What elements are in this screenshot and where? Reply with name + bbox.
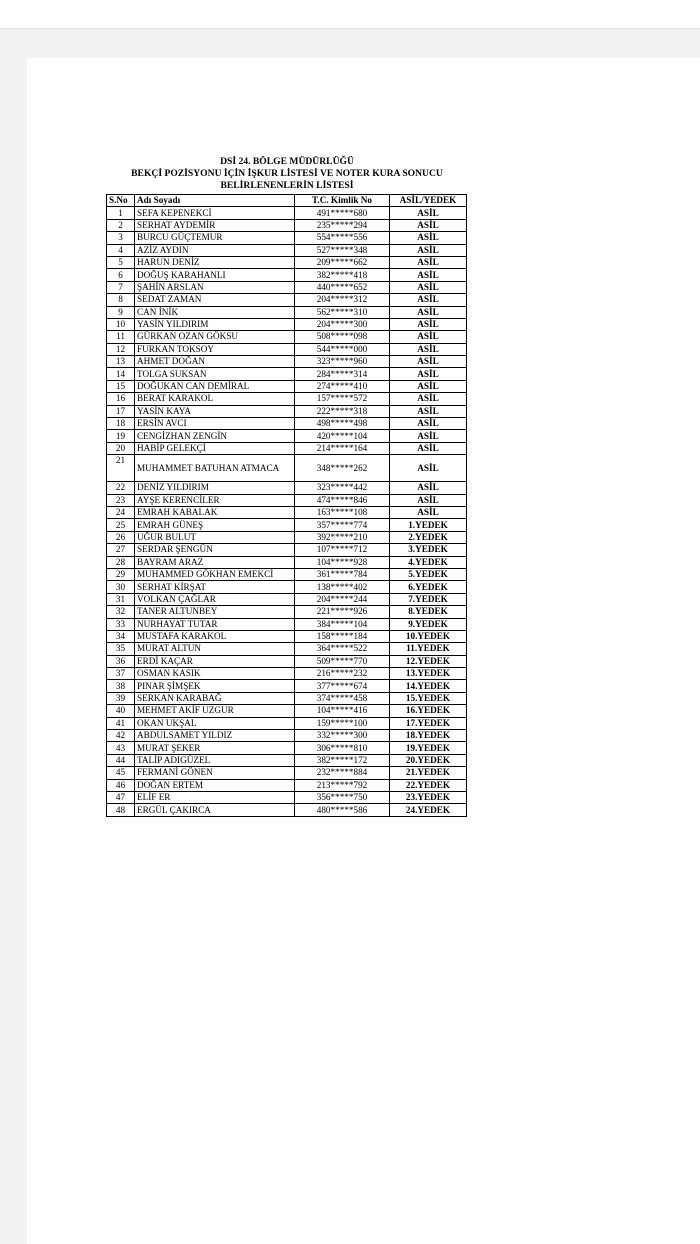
row-status: ASİL xyxy=(390,442,467,454)
row-status: 18.YEDEK xyxy=(390,730,467,742)
column-header-status: ASİL/YEDEK xyxy=(390,195,467,207)
row-status: ASİL xyxy=(390,306,467,318)
row-number: 17 xyxy=(107,405,135,417)
row-tc-number: 382*****172 xyxy=(295,754,390,766)
row-number: 26 xyxy=(107,531,135,543)
row-number: 29 xyxy=(107,568,135,580)
row-name: CENGİZHAN ZENGİN xyxy=(135,430,295,442)
row-tc-number: 392*****210 xyxy=(295,531,390,543)
row-status: ASİL xyxy=(390,506,467,518)
table-row xyxy=(107,568,467,580)
row-status: ASİL xyxy=(390,232,467,244)
row-tc-number: 377*****674 xyxy=(295,680,390,692)
table-row xyxy=(107,331,467,343)
row-status: ASİL xyxy=(390,368,467,380)
table-row xyxy=(107,244,467,256)
table-row xyxy=(107,544,467,556)
table-row xyxy=(107,705,467,717)
row-tc-number: 157*****572 xyxy=(295,393,390,405)
top-bar xyxy=(0,0,700,29)
row-tc-number: 491*****680 xyxy=(295,207,390,219)
row-name: MURAT ALTUN xyxy=(135,643,295,655)
row-status: 2.YEDEK xyxy=(390,531,467,543)
row-tc-number: 163*****108 xyxy=(295,506,390,518)
row-tc-number: 323*****442 xyxy=(295,482,390,494)
row-number: 40 xyxy=(107,705,135,717)
row-status: 6.YEDEK xyxy=(390,581,467,593)
row-number: 28 xyxy=(107,556,135,568)
row-name: BURCU GÜÇTEMUR xyxy=(135,232,295,244)
row-tc-number: 204*****300 xyxy=(295,318,390,330)
row-tc-number: 107*****712 xyxy=(295,544,390,556)
row-name: HABİP GELEKÇİ xyxy=(135,442,295,454)
row-number: 1 xyxy=(107,207,135,219)
row-name: MUHAMMET BATUHAN ATMACA xyxy=(135,455,295,482)
row-name: DOĞUŞ KARAHANLI xyxy=(135,269,295,281)
row-status: 1.YEDEK xyxy=(390,519,467,531)
row-tc-number: 104*****928 xyxy=(295,556,390,568)
row-number: 6 xyxy=(107,269,135,281)
row-status: 23.YEDEK xyxy=(390,791,467,803)
row-name: ERGÜL ÇAKIRCA xyxy=(135,804,295,816)
row-number: 8 xyxy=(107,294,135,306)
row-tc-number: 440*****652 xyxy=(295,281,390,293)
table-row xyxy=(107,256,467,268)
column-header-sno: S.No xyxy=(107,195,135,207)
row-tc-number: 221*****926 xyxy=(295,606,390,618)
row-number: 3 xyxy=(107,232,135,244)
row-status: ASİL xyxy=(390,244,467,256)
row-name: DOĞAN ERTEM xyxy=(135,779,295,791)
row-number: 4 xyxy=(107,244,135,256)
table-row xyxy=(107,606,467,618)
table-row xyxy=(107,343,467,355)
row-number: 2 xyxy=(107,219,135,231)
row-tc-number: 474*****846 xyxy=(295,494,390,506)
row-name: SERHAT KİRŞAT xyxy=(135,581,295,593)
table-row xyxy=(107,754,467,766)
table-row xyxy=(107,767,467,779)
row-tc-number: 357*****774 xyxy=(295,519,390,531)
row-status: ASİL xyxy=(390,269,467,281)
table-row xyxy=(107,442,467,454)
row-number: 33 xyxy=(107,618,135,630)
row-tc-number: 480*****586 xyxy=(295,804,390,816)
document-header xyxy=(107,156,467,192)
row-status: ASİL xyxy=(390,356,467,368)
row-tc-number: 216*****232 xyxy=(295,668,390,680)
row-name: OKAN UKŞAL xyxy=(135,717,295,729)
row-status: 15.YEDEK xyxy=(390,692,467,704)
table-row xyxy=(107,306,467,318)
row-number: 16 xyxy=(107,393,135,405)
table-row xyxy=(107,742,467,754)
row-number: 45 xyxy=(107,767,135,779)
row-name: NURHAYAT TUTAR xyxy=(135,618,295,630)
row-status: ASİL xyxy=(390,294,467,306)
row-number: 24 xyxy=(107,506,135,518)
table-row xyxy=(107,356,467,368)
table-row xyxy=(107,680,467,692)
results-table xyxy=(106,194,467,817)
row-number: 37 xyxy=(107,668,135,680)
row-name: MUSTAFA KARAKOL xyxy=(135,630,295,642)
row-tc-number: 361*****784 xyxy=(295,568,390,580)
table-row xyxy=(107,506,467,518)
row-name: ABDULSAMET YILDIZ xyxy=(135,730,295,742)
row-number: 44 xyxy=(107,754,135,766)
table-row xyxy=(107,455,467,482)
row-status: ASİL xyxy=(390,455,467,482)
row-status: 21.YEDEK xyxy=(390,767,467,779)
row-status: ASİL xyxy=(390,256,467,268)
row-tc-number: 508*****098 xyxy=(295,331,390,343)
row-number: 22 xyxy=(107,482,135,494)
table-row xyxy=(107,207,467,219)
row-number: 5 xyxy=(107,256,135,268)
row-tc-number: 420*****104 xyxy=(295,430,390,442)
row-status: 10.YEDEK xyxy=(390,630,467,642)
table-row xyxy=(107,804,467,816)
table-header-row xyxy=(107,195,467,207)
row-name: AHMET DOĞAN xyxy=(135,356,295,368)
row-number: 42 xyxy=(107,730,135,742)
table-row xyxy=(107,618,467,630)
header-line-3: BELİRLENENLERİN LİSTESİ xyxy=(220,180,354,191)
row-name: EMRAH GÜNEŞ xyxy=(135,519,295,531)
row-name: ERSİN AVCI xyxy=(135,418,295,430)
table-row xyxy=(107,519,467,531)
table-row xyxy=(107,655,467,667)
row-tc-number: 332*****300 xyxy=(295,730,390,742)
row-name: SERDAR ŞENGÜN xyxy=(135,544,295,556)
row-status: 20.YEDEK xyxy=(390,754,467,766)
row-number: 12 xyxy=(107,343,135,355)
row-status: ASİL xyxy=(390,430,467,442)
row-status: ASİL xyxy=(390,482,467,494)
row-status: ASİL xyxy=(390,405,467,417)
header-line-2: BEKÇİ POZİSYONU İÇİN İŞKUR LİSTESİ VE NOTER KURA SONUCU xyxy=(131,168,443,179)
row-name: SERHAT AYDEMİR xyxy=(135,219,295,231)
row-number: 21 xyxy=(107,455,135,482)
row-name: BAYRAM ARAZ xyxy=(135,556,295,568)
row-number: 14 xyxy=(107,368,135,380)
row-status: ASİL xyxy=(390,207,467,219)
row-status: 19.YEDEK xyxy=(390,742,467,754)
table-row xyxy=(107,668,467,680)
table-row xyxy=(107,791,467,803)
row-name: ERDİ KAÇAR xyxy=(135,655,295,667)
row-status: ASİL xyxy=(390,380,467,392)
table-row xyxy=(107,643,467,655)
table-row xyxy=(107,531,467,543)
row-number: 15 xyxy=(107,380,135,392)
row-tc-number: 374*****458 xyxy=(295,692,390,704)
row-status: 17.YEDEK xyxy=(390,717,467,729)
row-status: 22.YEDEK xyxy=(390,779,467,791)
table-row xyxy=(107,281,467,293)
row-tc-number: 284*****314 xyxy=(295,368,390,380)
row-name: SEDAT ZAMAN xyxy=(135,294,295,306)
table-body xyxy=(107,207,467,816)
row-name: TALİP ADIGÜZEL xyxy=(135,754,295,766)
row-tc-number: 306*****810 xyxy=(295,742,390,754)
row-status: ASİL xyxy=(390,281,467,293)
row-status: ASİL xyxy=(390,393,467,405)
row-tc-number: 527*****348 xyxy=(295,244,390,256)
row-status: ASİL xyxy=(390,331,467,343)
table-row xyxy=(107,717,467,729)
row-number: 23 xyxy=(107,494,135,506)
row-status: ASİL xyxy=(390,418,467,430)
row-tc-number: 213*****792 xyxy=(295,779,390,791)
row-number: 10 xyxy=(107,318,135,330)
row-status: 5.YEDEK xyxy=(390,568,467,580)
row-name: EMRAH KABALAK xyxy=(135,506,295,518)
table-row xyxy=(107,730,467,742)
row-tc-number: 274*****410 xyxy=(295,380,390,392)
row-name: YASİN YILDIRIM xyxy=(135,318,295,330)
row-tc-number: 544*****000 xyxy=(295,343,390,355)
row-tc-number: 509*****770 xyxy=(295,655,390,667)
row-tc-number: 158*****184 xyxy=(295,630,390,642)
table-row xyxy=(107,269,467,281)
table-row xyxy=(107,219,467,231)
row-status: 24.YEDEK xyxy=(390,804,467,816)
row-number: 41 xyxy=(107,717,135,729)
row-tc-number: 104*****416 xyxy=(295,705,390,717)
row-name: MEHMET AKİF UZGUR xyxy=(135,705,295,717)
row-number: 35 xyxy=(107,643,135,655)
table-row xyxy=(107,418,467,430)
header-line-1: DSİ 24. BÖLGE MÜDÜRLÜĞÜ xyxy=(220,156,354,167)
row-number: 25 xyxy=(107,519,135,531)
row-status: 3.YEDEK xyxy=(390,544,467,556)
row-status: 7.YEDEK xyxy=(390,593,467,605)
row-status: ASİL xyxy=(390,494,467,506)
table-row xyxy=(107,556,467,568)
table-row xyxy=(107,482,467,494)
row-status: ASİL xyxy=(390,343,467,355)
row-status: 9.YEDEK xyxy=(390,618,467,630)
table-row xyxy=(107,380,467,392)
row-name: VOLKAN ÇAĞLAR xyxy=(135,593,295,605)
row-status: 8.YEDEK xyxy=(390,606,467,618)
table-row xyxy=(107,630,467,642)
row-status: ASİL xyxy=(390,318,467,330)
row-name: OSMAN KASIK xyxy=(135,668,295,680)
table-row xyxy=(107,318,467,330)
row-number: 20 xyxy=(107,442,135,454)
row-tc-number: 159*****100 xyxy=(295,717,390,729)
row-tc-number: 384*****104 xyxy=(295,618,390,630)
table-row xyxy=(107,393,467,405)
row-name: ŞAHİN ARSLAN xyxy=(135,281,295,293)
row-name: YASİN KAYA xyxy=(135,405,295,417)
row-tc-number: 204*****244 xyxy=(295,593,390,605)
row-name: CAN İNİK xyxy=(135,306,295,318)
table-row xyxy=(107,232,467,244)
row-status: 12.YEDEK xyxy=(390,655,467,667)
table-row xyxy=(107,430,467,442)
row-name: TANER ALTUNBEY xyxy=(135,606,295,618)
table-row xyxy=(107,581,467,593)
row-tc-number: 382*****418 xyxy=(295,269,390,281)
column-header-tc: T.C. Kimlik No xyxy=(295,195,390,207)
table-row xyxy=(107,294,467,306)
row-number: 18 xyxy=(107,418,135,430)
table-row xyxy=(107,779,467,791)
row-status: 11.YEDEK xyxy=(390,643,467,655)
row-name: TOLGA SUKSAN xyxy=(135,368,295,380)
row-number: 36 xyxy=(107,655,135,667)
row-name: ELİF ER xyxy=(135,791,295,803)
row-number: 32 xyxy=(107,606,135,618)
row-name: DOĞUKAN CAN DEMİRAL xyxy=(135,380,295,392)
row-tc-number: 232*****884 xyxy=(295,767,390,779)
row-tc-number: 498*****498 xyxy=(295,418,390,430)
row-tc-number: 348*****262 xyxy=(295,455,390,482)
row-name: AYŞE KERENCİLER xyxy=(135,494,295,506)
row-number: 47 xyxy=(107,791,135,803)
row-name: DENİZ YILDIRIM xyxy=(135,482,295,494)
row-name: MURAT ŞEKER xyxy=(135,742,295,754)
row-status: 16.YEDEK xyxy=(390,705,467,717)
row-number: 11 xyxy=(107,331,135,343)
row-tc-number: 562*****310 xyxy=(295,306,390,318)
row-tc-number: 356*****750 xyxy=(295,791,390,803)
row-name: GÜRKAN OZAN GÖKSU xyxy=(135,331,295,343)
row-tc-number: 214*****164 xyxy=(295,442,390,454)
row-number: 7 xyxy=(107,281,135,293)
row-name: UĞUR BULUT xyxy=(135,531,295,543)
row-number: 46 xyxy=(107,779,135,791)
document-page xyxy=(27,58,700,1244)
row-number: 34 xyxy=(107,630,135,642)
row-name: BERAT KARAKOL xyxy=(135,393,295,405)
table-row xyxy=(107,692,467,704)
row-tc-number: 222*****318 xyxy=(295,405,390,417)
row-tc-number: 364*****522 xyxy=(295,643,390,655)
row-tc-number: 138*****402 xyxy=(295,581,390,593)
row-name: HARUN DENİZ xyxy=(135,256,295,268)
row-number: 38 xyxy=(107,680,135,692)
table-row xyxy=(107,405,467,417)
row-number: 43 xyxy=(107,742,135,754)
table-row xyxy=(107,593,467,605)
row-name: PINAR ŞİMŞEK xyxy=(135,680,295,692)
table-row xyxy=(107,494,467,506)
row-tc-number: 323*****960 xyxy=(295,356,390,368)
row-name: SERKAN KARABAĞ xyxy=(135,692,295,704)
column-header-name: Adı Soyadı xyxy=(135,195,295,207)
row-number: 13 xyxy=(107,356,135,368)
row-tc-number: 209*****662 xyxy=(295,256,390,268)
row-name: SEFA KEPENEKCİ xyxy=(135,207,295,219)
row-number: 27 xyxy=(107,544,135,556)
row-number: 30 xyxy=(107,581,135,593)
row-name: AZİZ AYDIN xyxy=(135,244,295,256)
row-number: 31 xyxy=(107,593,135,605)
row-number: 48 xyxy=(107,804,135,816)
row-tc-number: 204*****312 xyxy=(295,294,390,306)
row-status: 4.YEDEK xyxy=(390,556,467,568)
table-row xyxy=(107,368,467,380)
row-status: ASİL xyxy=(390,219,467,231)
row-number: 19 xyxy=(107,430,135,442)
row-tc-number: 554*****556 xyxy=(295,232,390,244)
row-name: MUHAMMED GÖKHAN EMEKCİ xyxy=(135,568,295,580)
row-tc-number: 235*****294 xyxy=(295,219,390,231)
row-status: 14.YEDEK xyxy=(390,680,467,692)
row-status: 13.YEDEK xyxy=(390,668,467,680)
row-name: FURKAN TOKSOY xyxy=(135,343,295,355)
row-name: FERMANİ GÖNEN xyxy=(135,767,295,779)
row-number: 9 xyxy=(107,306,135,318)
row-number: 39 xyxy=(107,692,135,704)
